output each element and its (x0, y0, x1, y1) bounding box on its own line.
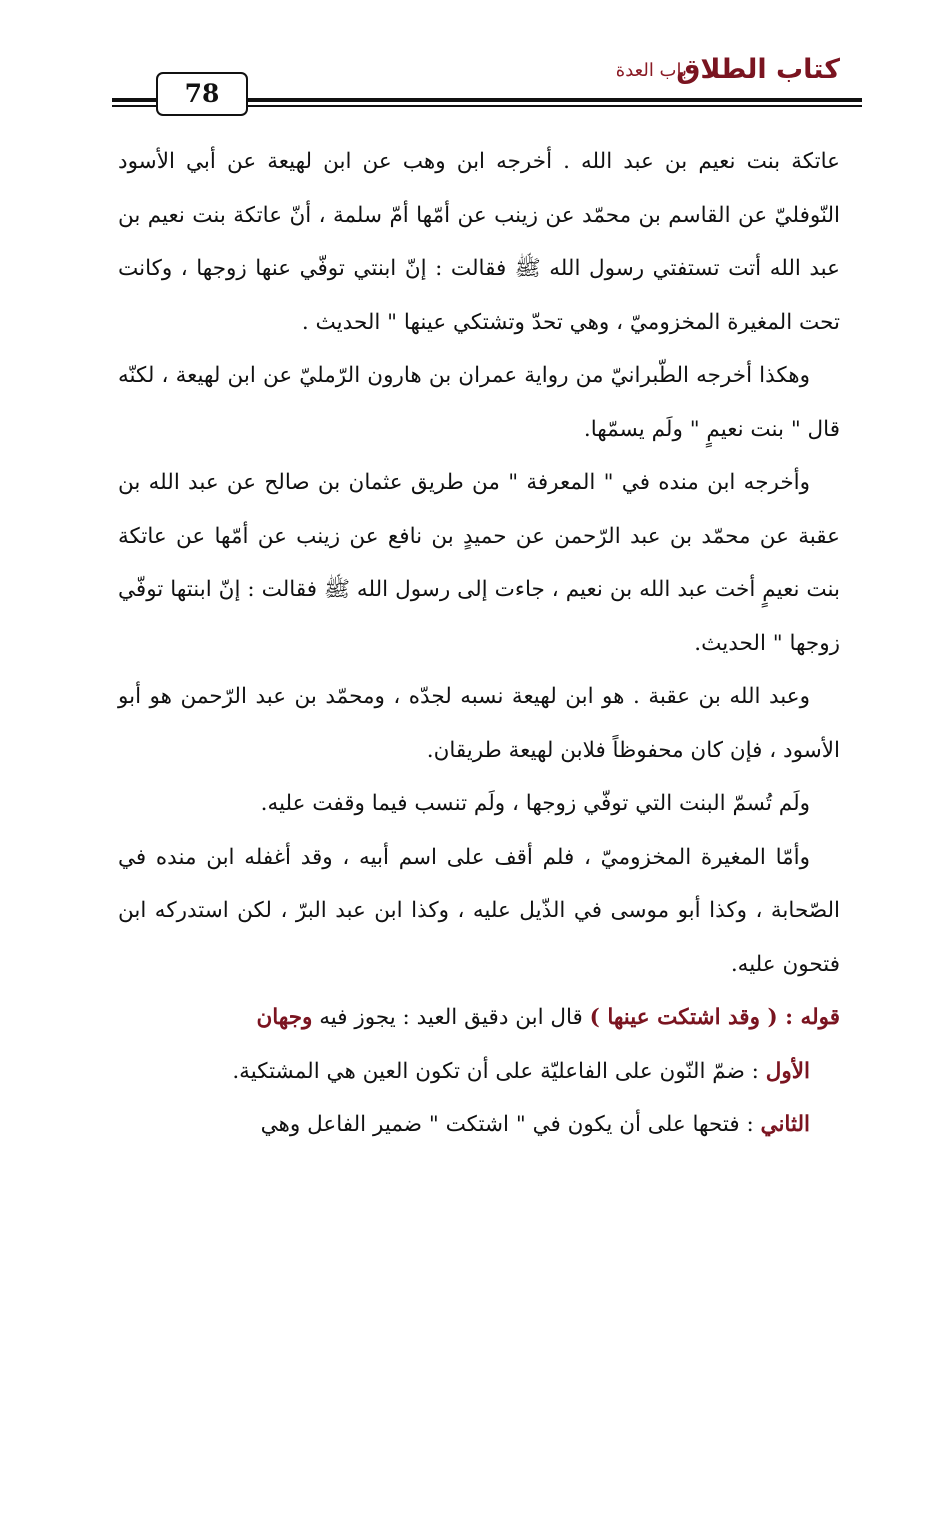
header-rule (242, 98, 862, 102)
paragraph-6: وأمّا المغيرة المخزوميّ ، فلم أقف على اسم أبيه ، وقد أغفله ابن منده في الصّحابة ، وكذا أبو موسى في الذّيل عليه ، وكذا ابن عبد البرّ ، لكن استدركه ابن فتحون عليه. (118, 844, 840, 977)
first-label: الأول (765, 1058, 810, 1084)
first-text: : ضمّ النّون على الفاعليّة على أن تكون العين هي المشتكية. (232, 1058, 766, 1084)
book-title: كتاب الطلاق (676, 54, 840, 85)
paragraph-9 (118, 1098, 840, 1152)
paragraph-2: وهكذا أخرجه الطّبرانيّ من رواية عمران بن هارون الرّمليّ عن ابن لهيعة ، لكنّه قال " بنت نعيمٍ " ولَم يسمّها. (118, 363, 840, 442)
paragraph-7 (118, 991, 840, 1045)
header-rule-left (112, 98, 158, 102)
paragraph-4: وعبد الله بن عقبة . هو ابن لهيعة نسبه لجدّه ، ومحمّد بن عبد الرّحمن هو أبو الأسود ، فإن كان محفوظاً فلابن لهيعة طريقان. (118, 684, 840, 763)
quote-highlight: وجهان (256, 1005, 313, 1030)
paragraph-8 (118, 1045, 840, 1099)
page-number: 78 (156, 72, 248, 116)
quote-text: قال ابن دقيق العيد : يجوز فيه (312, 1005, 590, 1030)
second-label: الثاني (760, 1112, 810, 1137)
second-text: : فتحها على أن يكون في " اشتكت " ضمير الفاعل وهي (260, 1112, 761, 1137)
header-rule-left-thin (112, 105, 158, 107)
chapter-title: باب العدة (615, 60, 687, 81)
paragraph-1: عاتكة بنت نعيم بن عبد الله . أخرجه ابن وهب عن ابن لهيعة عن أبي الأسود النّوفليّ عن القاسم بن محمّد عن زينب عن أمّها أمّ سلمة ، أنّ عاتكة بنت نعيم بن عبد الله أتت تستفتي رسول الله ﷺ فقالت : إنّ ابنتي توفّي عنها زوجها ، وكانت تحت المغيرة المخزوميّ ، وهي تحدّ وتشتكي عينها " الحديث . (118, 149, 840, 335)
quote-label: قوله : ( وقد اشتكت عينها ) (589, 1005, 840, 1030)
header-rule-thin (242, 105, 862, 107)
paragraph-3: وأخرجه ابن منده في " المعرفة " من طريق عثمان بن صالح عن عبد الله بن عقبة عن محمّد بن عبد الرّحمن عن حميدٍ بن نافع عن زينب عن أمّها عن عاتكة بنت نعيمٍ أخت عبد الله بن نعيم ، جاءت إلى رسول الله ﷺ فقالت : إنّ ابنتها توفّي زوجها " الحديث. (118, 470, 840, 656)
page-body (118, 135, 840, 1152)
page-header (112, 48, 862, 118)
paragraph-5: ولَم تُسمّ البنت التي توفّي زوجها ، ولَم تنسب فيما وقفت عليه. (260, 791, 810, 816)
